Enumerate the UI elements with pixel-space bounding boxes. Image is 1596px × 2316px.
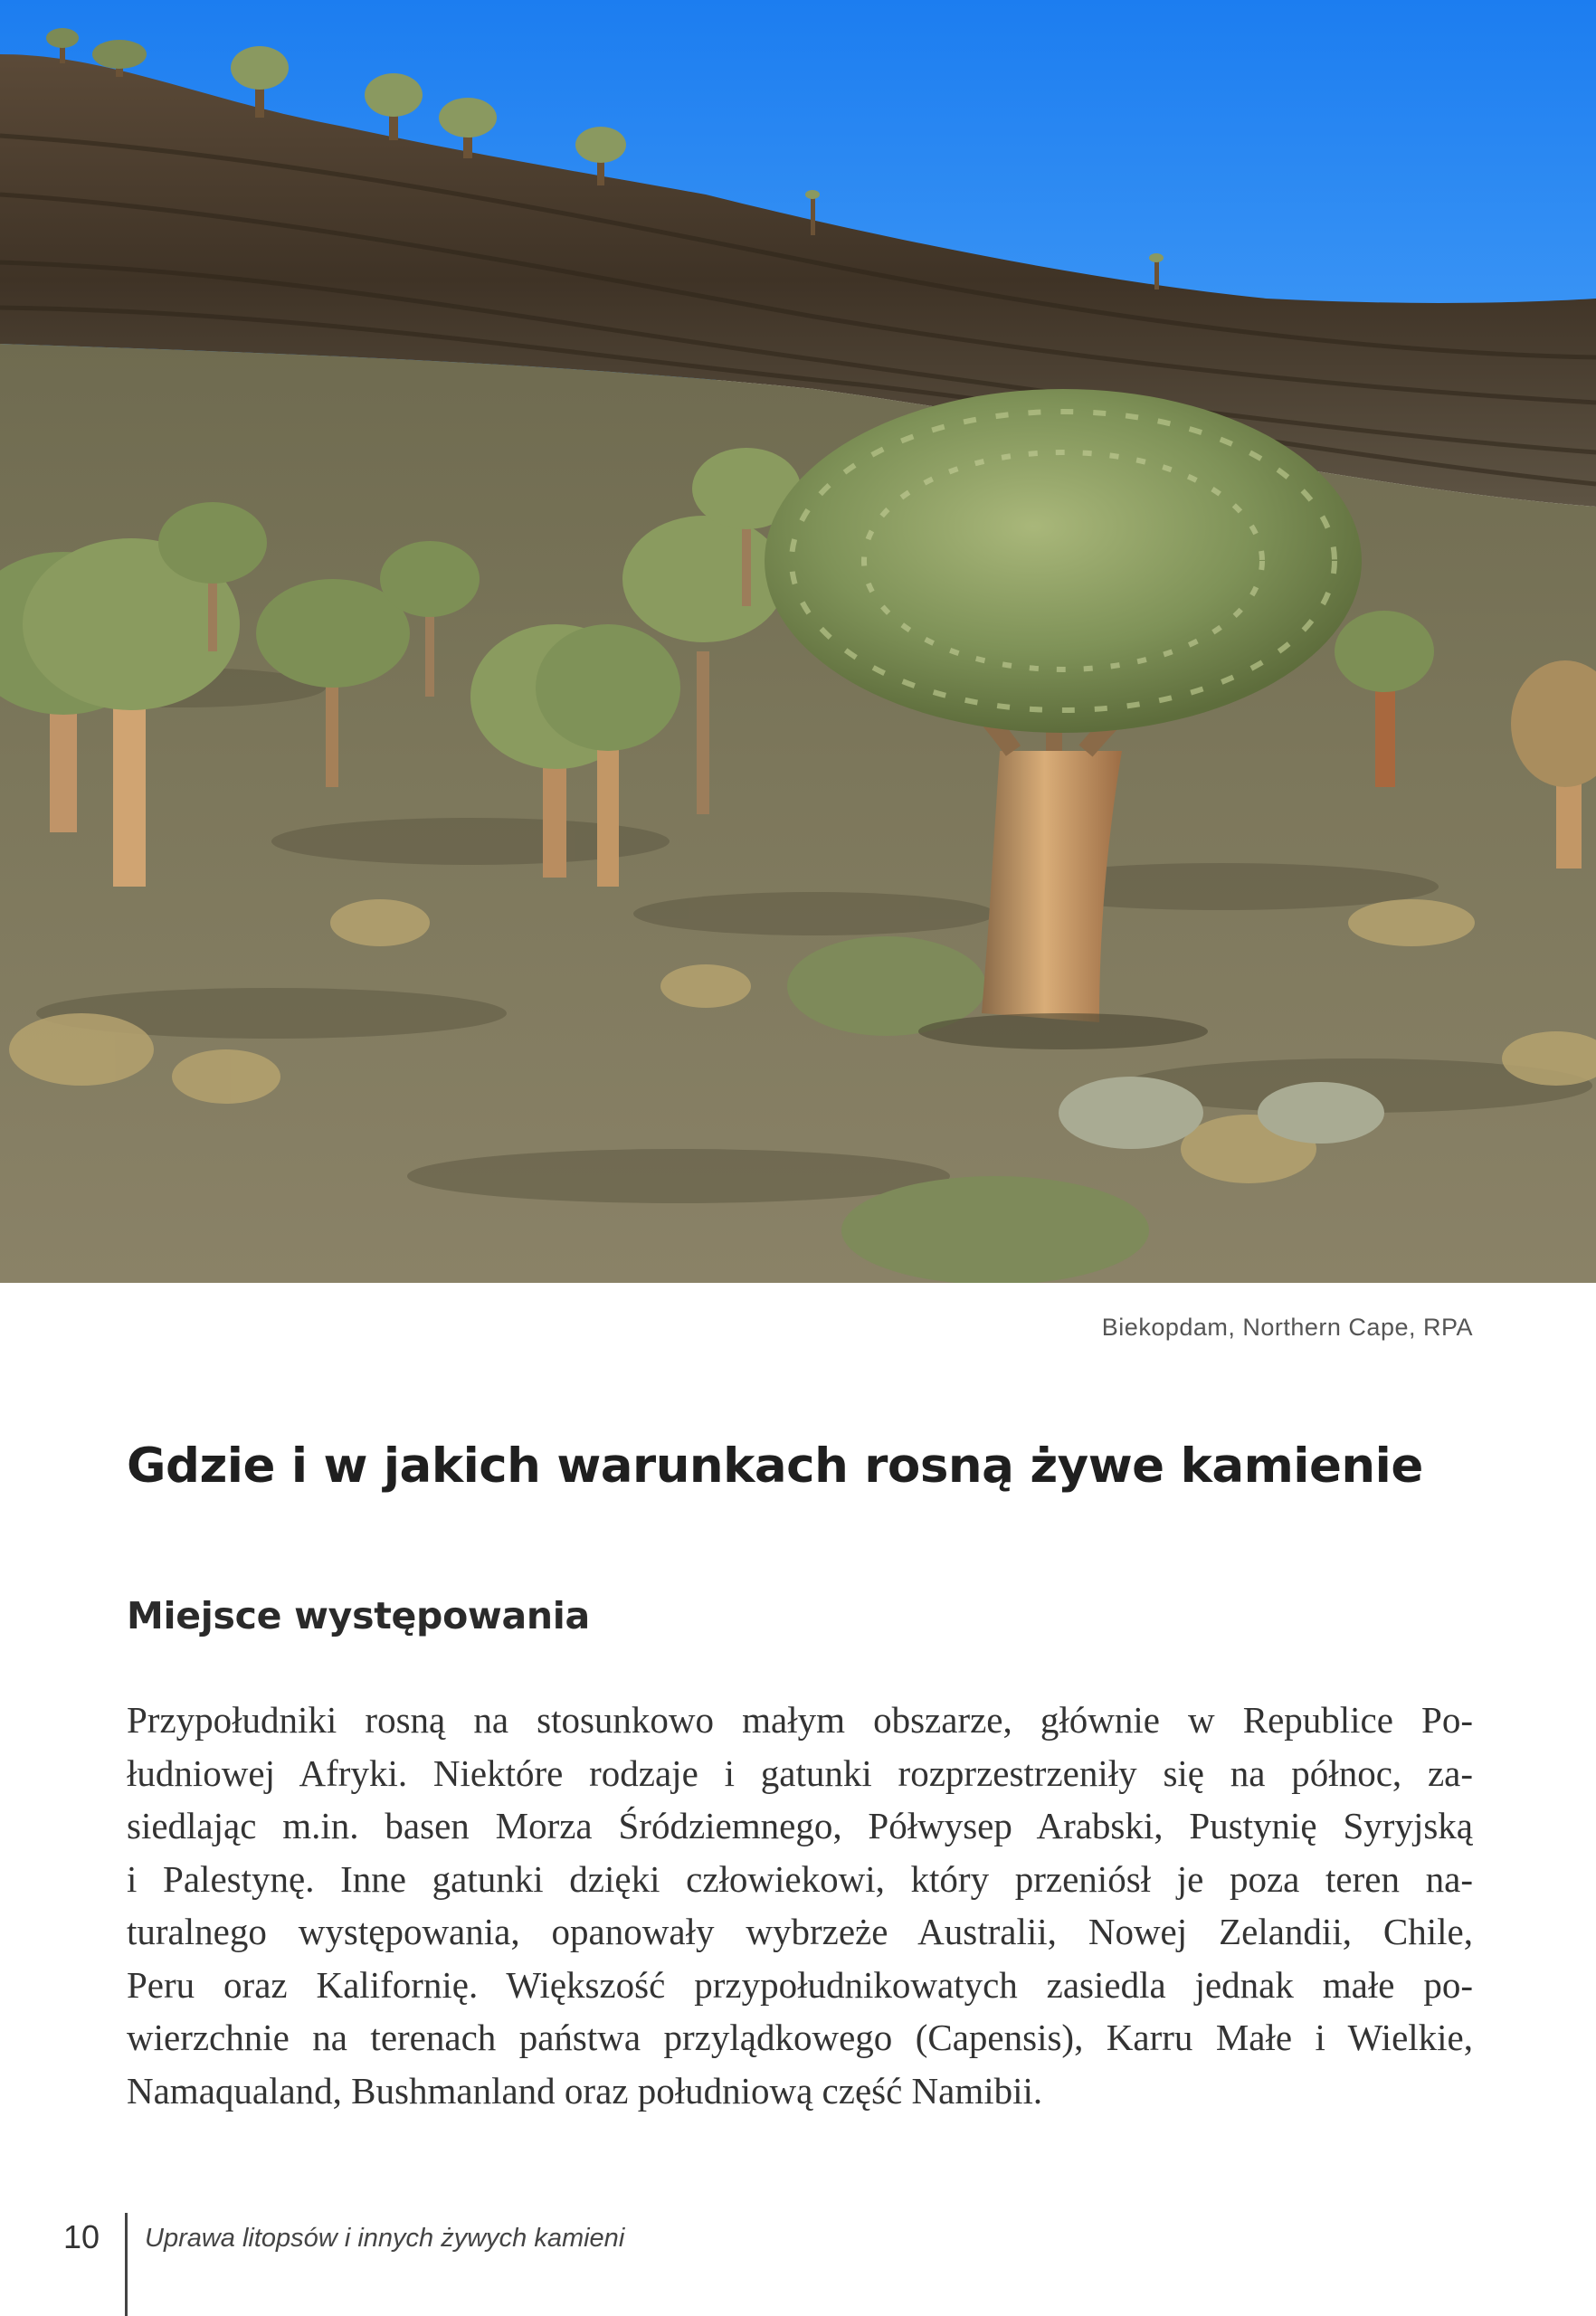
paragraph-line: wierzchnie na terenach państwa przylądkowego (Capensis), Karru Małe i Wielkie, [127, 2017, 1473, 2058]
paragraph-line: siedlając m.in. basen Morza Śródziemnego, Półwysep Arabski, Pustynię Syryjską [127, 1805, 1473, 1846]
photo-caption: Biekopdam, Northern Cape, RPA [1101, 1314, 1473, 1341]
section-title: Miejsce występowania [127, 1594, 590, 1637]
page-number: 10 [63, 2218, 100, 2255]
chapter-title: Gdzie i w jakich warunkach rosną żywe kamienie [127, 1438, 1423, 1494]
paragraph-line: turalnego występowania, opanowały wybrzeże Australii, Nowej Zelandii, Chile, [127, 1911, 1473, 1952]
body-paragraph [127, 1694, 1473, 2117]
paragraph-line: Przypołudniki rosną na stosunkowo małym obszarze, głównie w Republice Po- [127, 1699, 1473, 1741]
running-title: Uprawa litopsów i innych żywych kamieni [145, 2224, 625, 2253]
paragraph-line: i Palestynę. Inne gatunki dzięki człowiekowi, który przeniósł je poza teren na- [127, 1857, 1473, 1900]
paragraph-line: łudniowej Afryki. Niektóre rodzaje i gatunki rozprzestrzeniły się na północ, za- [127, 1751, 1473, 1794]
footer-divider [125, 2213, 128, 2316]
paragraph-line: Namaqualand, Bushmanland oraz południową część Namibii. [127, 2069, 1043, 2112]
paragraph-line: Peru oraz Kalifornię. Większość przypołudnikowatych zasiedla jednak małe po- [127, 1963, 1473, 2006]
